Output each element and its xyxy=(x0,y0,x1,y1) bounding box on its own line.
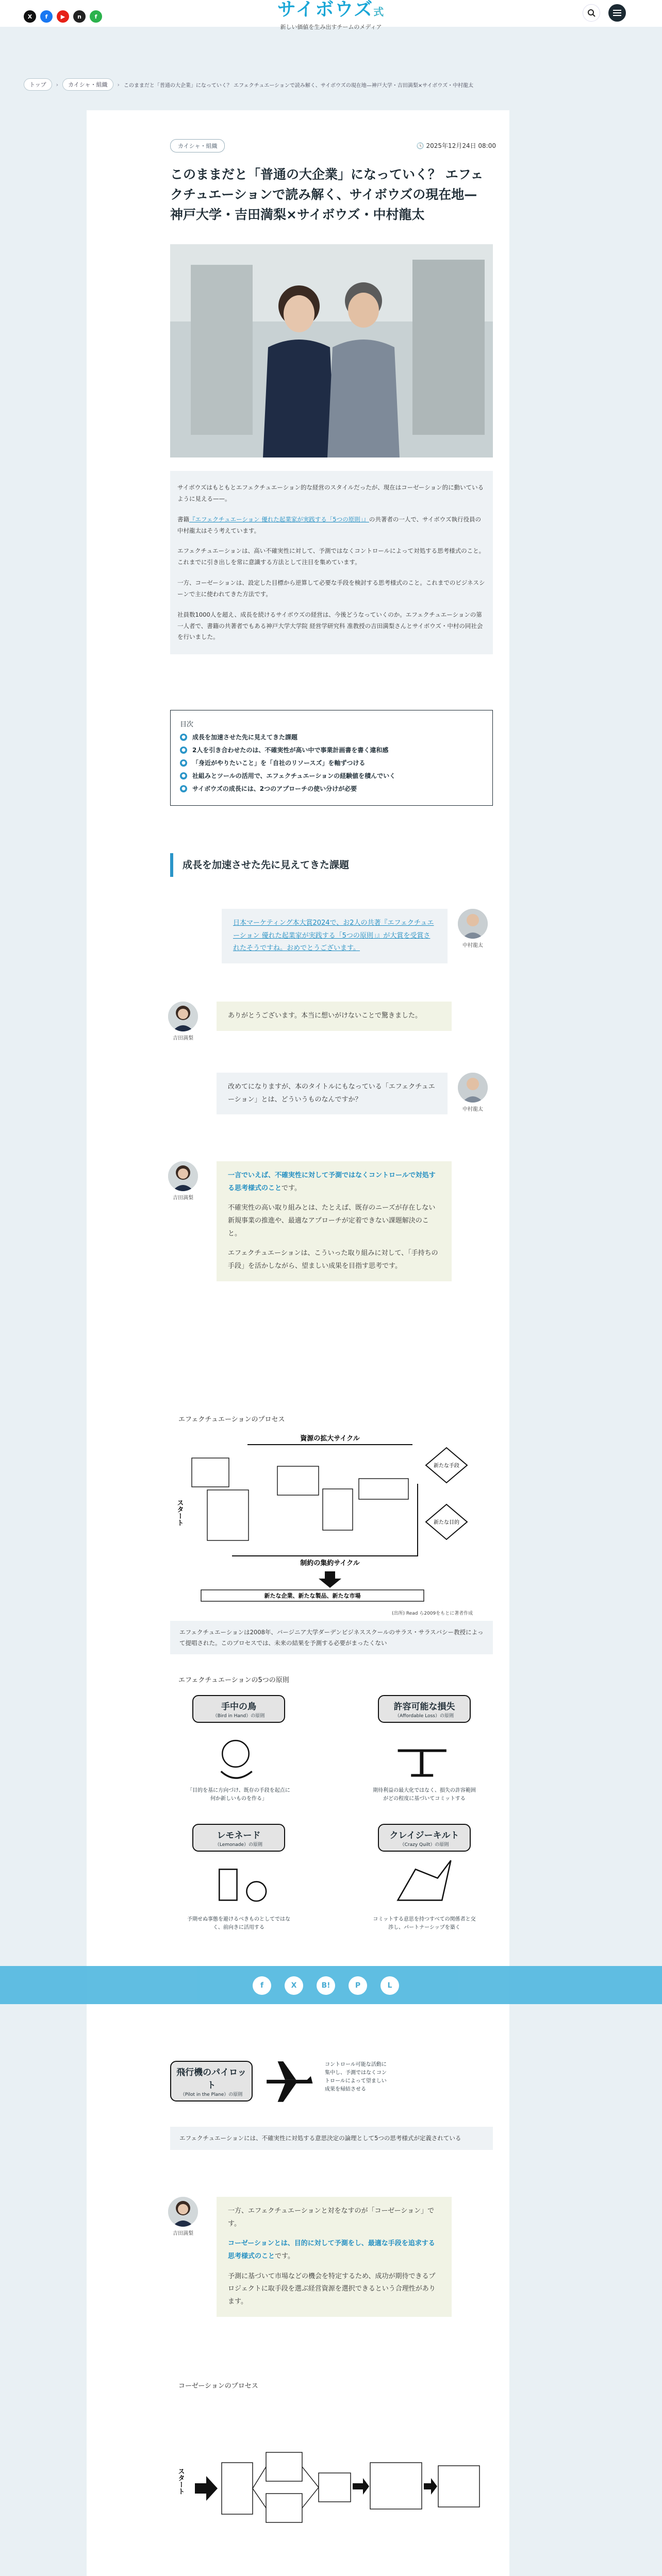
site-logo[interactable] xyxy=(0,0,662,31)
highlight-text: 一言でいえば、不確実性に対して予測ではなくコントロールで対処する思考様式のこと xyxy=(228,1172,436,1192)
toc-bullet-icon: ● xyxy=(180,747,187,754)
toc-item[interactable]: ● 社組みとツールの活用で、エフェクチュエーションの経験値を積んでいく xyxy=(180,771,483,780)
principle-desc: コミットする意思を持つすべての関係者と交渉し、パートナーシップを築く xyxy=(373,1917,476,1930)
hero-photo xyxy=(170,244,493,457)
dialogue-bubble-nakamura xyxy=(222,909,448,963)
avatar-yoshida xyxy=(168,1002,198,1031)
toc-heading: 目次 xyxy=(180,721,194,728)
breadcrumb-current: このままだと「普通の大企業」になっていく？ エフェクチュエーションで読み解く、サイボウズの現在地—神戸大学・吉田満梨×サイボウズ・中村龍太 xyxy=(123,82,474,89)
logo-text: サイボウズ xyxy=(277,0,374,20)
principle-desc: コントロール可能な活動に集中し、予測ではなくコントロールによって望ましい成果を帰結させる xyxy=(325,2062,387,2092)
principle-card xyxy=(170,1824,307,1961)
avatar-nakamura xyxy=(458,1073,488,1103)
logo-suffix: 式 xyxy=(373,6,385,18)
airplane-icon xyxy=(258,2058,320,2109)
pocket-icon[interactable]: P xyxy=(349,1976,367,1995)
note-icon[interactable]: n xyxy=(73,10,86,23)
lead-paragraph: エフェクチュエーションは、高い不確実性に対して、予測ではなくコントロールによって対処する思考様式のこと。これまでに引き出しを常に意識する方法として注目を集めています。 xyxy=(177,547,485,566)
dialogue-text: 一方、エフェクチュエーションと対をなすのが「コーゼーション」です。 xyxy=(228,2207,435,2228)
principle-title: 飛行機のパイロット （Pilot in the Plane）の原則 xyxy=(170,2061,253,2102)
principle-card xyxy=(170,2056,387,2117)
dialogue-text: 予測に基づいて市場などの機会を特定するため、成功が期待できるプロジェクトに取手段を選ぶ経営資源を選択できるという合理性があります。 xyxy=(228,2272,436,2306)
speaker-name: 吉田満梨 xyxy=(173,1036,193,1041)
feedly-icon[interactable]: f xyxy=(90,10,102,23)
dialogue-bubble-yoshida: 一言でいえば、不確実性に対して予測ではなくコントロールで対処する思考様式のことです。 不確実性の高い取り組みとは、たとえば、既存のニーズが存在しない新規事業の推進や、最適なアプローチが定着できない課題解決のこと。 エフェクチュエーションは、こういった取り組みに対して、「手持ちの手段」を活かしながら、望ましい成果を目指す思考です。 xyxy=(217,1161,452,1281)
diagram-loop-label: 資源の拡大サイクル xyxy=(300,1435,360,1443)
principle-title: 許容可能な損失 （Affordable Loss）の原則 xyxy=(378,1695,471,1723)
avatar-nakamura xyxy=(458,909,488,939)
site-header xyxy=(0,0,662,30)
category-tag[interactable]: カイシャ・組織 xyxy=(170,139,225,152)
toc-item[interactable]: ● 2人を引き合わせたのは、不確実性が高い中で事業計画書を書く違和感 xyxy=(180,745,483,754)
toc-item[interactable]: ● サイボウズの成長には、2つのアプローチの使い分けが必要 xyxy=(180,784,483,793)
toc-item[interactable]: ● 「身近がやりたいこと」を「自社のリソースズ」を軸ずつける xyxy=(180,758,483,767)
speaker-name: 吉田満梨 xyxy=(173,1195,193,1201)
toc-bullet-icon: ● xyxy=(180,734,187,741)
figure-caption: エフェクチュエーションの5つの原則 xyxy=(178,1676,289,1684)
site-tagline: 新しい価値を生み出すチームのメディア xyxy=(280,24,382,30)
menu-icon xyxy=(613,9,621,16)
principle-card xyxy=(356,1695,493,1832)
article-lead xyxy=(170,471,493,654)
principle-title: 手中の鳥 （Bird in Hand）の原則 xyxy=(192,1695,285,1723)
figure-note: エフェクチュエーションには、不確実性に対処する意思決定の論理として5つの思考様式が定義されている xyxy=(170,2127,493,2150)
principle-illustration xyxy=(356,1852,493,1913)
breadcrumb-separator: › xyxy=(117,81,120,88)
toc-bullet-icon: ● xyxy=(180,772,187,779)
diagram-start-label: スタート xyxy=(175,1499,184,1526)
figure-note: エフェクチュエーションは2008年、バージニア大学ダーデンビジネススクールのサラス・サラスバシー教授によって提唱された。このプロセスでは、未来の結果を予測する必要がまったくない xyxy=(170,1621,493,1654)
publish-date xyxy=(417,141,496,150)
breadcrumb xyxy=(24,78,473,91)
avatar-yoshida xyxy=(168,1161,198,1191)
toc-bullet-icon: ● xyxy=(180,759,187,767)
principle-illustration xyxy=(170,1852,307,1913)
table-of-contents xyxy=(170,710,493,806)
principle-desc: 「目的を基に方向づけ、既存の手段を起点に何か新しいものを作る」 xyxy=(187,1788,290,1802)
diagram-constraint-label: 制約の集約サイクル xyxy=(300,1560,360,1567)
diagram-box: 新たな目的 xyxy=(434,1520,459,1526)
figure-caption: エフェクチュエーションのプロセス xyxy=(178,1416,285,1423)
search-icon xyxy=(587,9,595,17)
search-button[interactable] xyxy=(583,4,600,22)
principle-desc: 予期せぬ事態を避けるべきものとしてではなく、前向きに活用する xyxy=(187,1917,290,1930)
dialogue-text[interactable]: 日本マーケティング本大賞2024で、お2人の共著『エフェクチュエーション 優れた起業家が実践する「5つの原則」』が大賞を受賞されたそうですね。おめでとうございます。 xyxy=(233,919,434,953)
dialogue-text: エフェクチュエーションは、こういった取り組みに対して、「手持ちの手段」を活かしながら、望ましい成果を目指す思考です。 xyxy=(228,1249,438,1270)
toc-item[interactable]: ● 成長を加速させた先に見えてきた課題 xyxy=(180,733,483,741)
lead-paragraph: 一方、コーゼーションは、設定した目標から逆算して必要な手段を検討する思考様式のこと。これまでのビジネスシーンで主に使われてきた方法です。 xyxy=(177,579,485,598)
toc-bullet-icon: ● xyxy=(180,785,187,792)
principle-card xyxy=(356,1824,493,1961)
speaker-name: 中村龍太 xyxy=(462,1107,483,1112)
hatena-icon[interactable]: B! xyxy=(317,1976,335,1995)
effectuation-process-diagram xyxy=(170,1427,493,1602)
highlight-text: コーゼーションとは、目的に対して予測をし、最適な手段を追求する思考様式のこと xyxy=(228,2240,435,2261)
speaker-name: 吉田満梨 xyxy=(173,2231,193,2236)
principle-title: クレイジーキルト （Crazy Quilt）の原則 xyxy=(378,1824,471,1852)
x-icon[interactable]: X xyxy=(285,1976,303,1995)
line-icon[interactable]: L xyxy=(380,1976,399,1995)
share-bar xyxy=(0,1966,662,2004)
facebook-icon[interactable]: f xyxy=(253,1976,271,1995)
section-heading: 成長を加速させた先に見えてきた課題 xyxy=(170,853,493,877)
menu-button[interactable] xyxy=(608,4,626,22)
principle-title: レモネード （Lemonade）の原則 xyxy=(192,1824,285,1852)
facebook-icon[interactable]: f xyxy=(40,10,53,23)
youtube-icon[interactable]: ▶ xyxy=(57,10,69,23)
principle-illustration xyxy=(356,1723,493,1785)
principle-card xyxy=(170,1695,307,1832)
principle-desc: 期待利益の最大化ではなく、損失の許容範囲がどの程度に基づいてコミットする xyxy=(373,1788,476,1802)
breadcrumb-separator: › xyxy=(56,81,59,88)
speaker-name: 中村龍太 xyxy=(462,943,483,948)
dialogue-bubble-yoshida: 一方、エフェクチュエーションと対をなすのが「コーゼーション」です。 コーゼーションとは、目的に対して予測をし、最適な手段を追求する思考様式のことです。 予測に基づいて市場などの機会を特定するため、成功が期待できるプロジェクトに取手段を選ぶ経営資源を選択できるという合理性があります。 xyxy=(217,2197,452,2317)
lead-paragraph: サイボウズはもともとエフェクチュエーション的な経営のスタイルだったが、現在はコーゼーション的に動いているように見える——。 xyxy=(177,484,484,502)
figure-source: (出所) Read ら2009をもとに著者作成 xyxy=(392,1611,473,1616)
causation-process-diagram xyxy=(170,2432,493,2545)
diagram-box: 新たな手段 xyxy=(434,1463,459,1469)
figure-caption: コーゼーションのプロセス xyxy=(178,2382,258,2390)
avatar-yoshida xyxy=(168,2197,198,2227)
book-link[interactable]: 『エフェクチュエーション 優れた起業家が実践する「5つの原則」』 xyxy=(189,515,369,523)
principle-illustration xyxy=(170,1723,307,1785)
dialogue-text: 不確実性の高い取り組みとは、たとえば、既存のニーズが存在しない新規事業の推進や、最適なアプローチが定着できない課題解決のこと。 xyxy=(228,1204,436,1238)
lead-paragraph: 社員数1000人を超え、成長を続けるサイボウズの経営は、今後どうなっていくのか。エフェクチュエーションの第一人者で、書籍の共著者でもある神戸大学大学院 経営学研究科 准教授の吉田満梨さんとサイボウズ・中村の同社会を行いました。 xyxy=(177,611,483,641)
diagram-market-label: 新たな企業、新たな製品、新たな市場 xyxy=(264,1592,361,1599)
lead-paragraph: 書籍『エフェクチュエーション 優れた起業家が実践する「5つの原則」』の共著者の一人で、サイボウズ執行役員の中村龍太はそう考えています。 xyxy=(177,515,481,534)
breadcrumb-category[interactable]: カイシャ・組織 xyxy=(62,78,113,91)
article-title: このままだと「普通の大企業」になっていく？ エフェクチュエーションで読み解く、サイボウズの現在地—神戸大学・吉田満梨×サイボウズ・中村龍太 xyxy=(170,167,484,222)
clock-icon: 🕓 xyxy=(416,142,426,149)
publish-date-text: 2025年12月24日 08:00 xyxy=(426,142,496,149)
hero-illustration xyxy=(170,244,493,457)
breadcrumb-home[interactable]: トップ xyxy=(24,78,52,91)
diagram-start-label: スタート xyxy=(176,2468,185,2495)
dialogue-bubble-nakamura: 改めてになりますが、本のタイトルにもなっている「エフェクチュエーション」とは、どういうものなんですか？ xyxy=(217,1073,448,1114)
x-icon[interactable]: X xyxy=(24,10,36,23)
dialogue-bubble-yoshida: ありがとうございます。本当に想いがけないことで驚きました。 xyxy=(217,1002,452,1031)
